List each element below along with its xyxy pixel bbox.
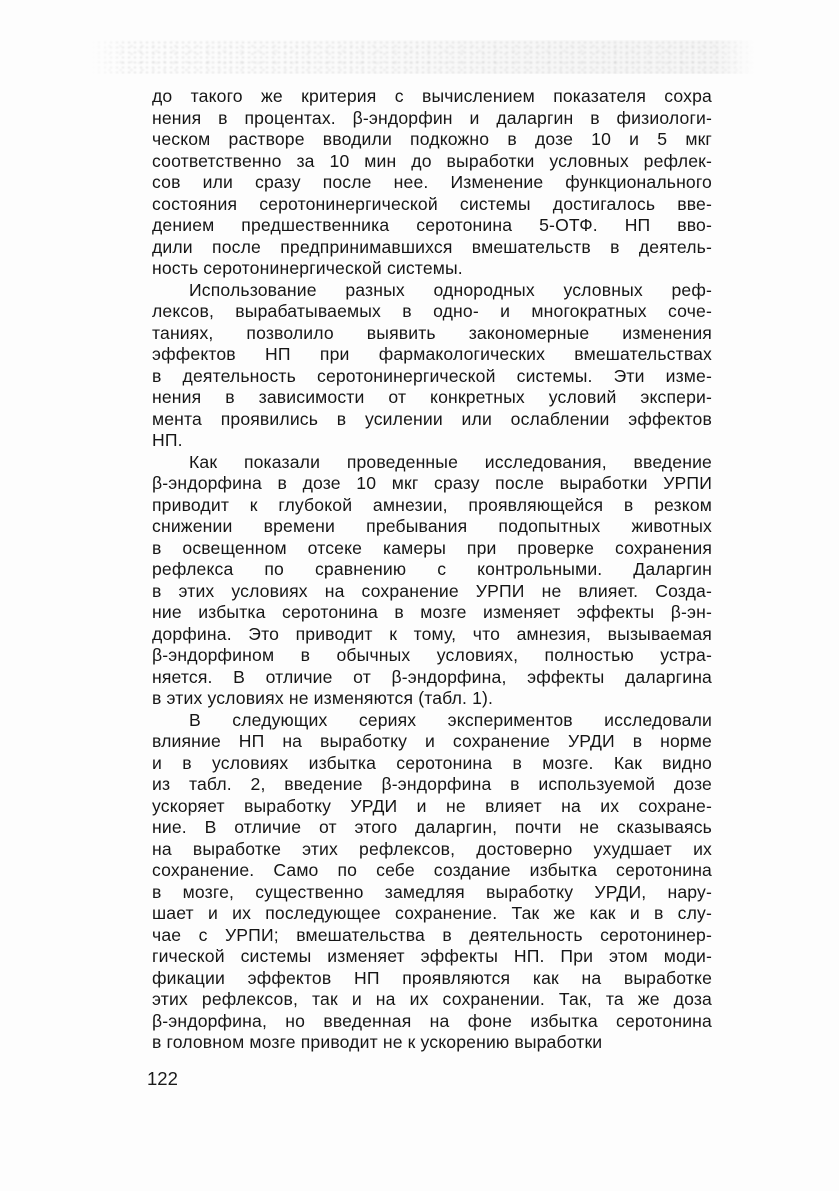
- text-line: сохранение. Само по себе создание избытка серотонина: [152, 860, 712, 880]
- text-line: дорфина. Это приводит к тому, что амнезия, вызываемая: [152, 623, 712, 644]
- text-line: таниях, позволило выявить закономерные изменения: [152, 322, 712, 343]
- text-line: лексов, вырабатываемых в одно- и многократных соче-: [152, 301, 712, 321]
- text-line: ческом растворе вводили подкожно в дозе 10 и 5 мкг: [152, 129, 712, 149]
- text-line: в деятельность серотонинергической системы. Эти изме-: [152, 365, 712, 386]
- text-line: в этих условиях не изменяются (табл. 1).: [152, 688, 494, 708]
- text-block: [152, 86, 712, 1054]
- text-line: мента проявились в усилении или ослаблении эффектов: [152, 408, 712, 429]
- text-line: снижении времени пребывания подопытных животных: [152, 516, 712, 536]
- text-line: на выработке этих рефлексов, достоверно ухудшает их: [152, 838, 712, 859]
- text-line: няется. В отличие от β-эндорфина, эффекты даларгина: [152, 666, 712, 687]
- text-line: Как показали проведенные исследования, введение: [189, 451, 712, 472]
- text-line: дили после предпринимавшихся вмешательств в деятель-: [152, 236, 712, 257]
- text-line: чае с УРПИ; вмешательства в деятельность серотонинер-: [152, 924, 712, 945]
- text-line: в мозге, существенно замедляя выработку УРДИ, нару-: [152, 881, 712, 902]
- text-line: β-эндорфина в дозе 10 мкг сразу после выработки УРПИ: [152, 473, 712, 493]
- scan-smudge-band: [90, 40, 755, 74]
- text-line: соответственно за 10 мин до выработки условных рефлек-: [152, 150, 712, 171]
- text-line: фикации эффектов НП проявляются как на выработке: [152, 967, 712, 988]
- text-line: β-эндорфином в обычных условиях, полностью устра-: [152, 645, 712, 665]
- text-line: В следующих сериях экспериментов исследовали: [189, 709, 712, 730]
- text-line: ние. В отличие от этого даларгин, почти не сказываясь: [152, 817, 712, 837]
- text-line: Использование разных однородных условных реф-: [189, 279, 712, 300]
- text-line: рефлекса по сравнению с контрольными. Даларгин: [152, 559, 712, 579]
- text-line: НП.: [152, 430, 183, 450]
- text-line: и в условиях избытка серотонина в мозге. Как видно: [152, 752, 712, 773]
- text-line: шает и их последующее сохранение. Так же как и в слу-: [152, 903, 712, 923]
- text-line: ускоряет выработку УРДИ и не влияет на их сохране-: [152, 795, 712, 816]
- text-line: сов или сразу после нее. Изменение функционального: [152, 172, 712, 192]
- paragraph: [152, 280, 712, 452]
- text-line: нения в зависимости от конкретных условий экспери-: [152, 387, 712, 407]
- page-number: 122: [147, 1068, 178, 1089]
- text-line: β-эндорфина, но введенная на фоне избытка серотонина: [152, 1010, 712, 1031]
- text-line: состояния серотонинергической системы достигалось вве-: [152, 193, 712, 214]
- paragraph: [152, 710, 712, 1054]
- text-line: ность серотонинергической системы.: [152, 258, 463, 278]
- text-line: в этих условиях на сохранение УРПИ не влияет. Созда-: [152, 580, 712, 601]
- text-line: в освещенном отсеке камеры при проверке сохранения: [152, 537, 712, 558]
- paragraph: [152, 452, 712, 710]
- text-line: приводит к глубокой амнезии, проявляющейся в резком: [152, 494, 712, 515]
- text-line: до такого же критерия с вычислением показателя сохра: [152, 86, 712, 106]
- text-line: влияние НП на выработку и сохранение УРДИ в норме: [152, 731, 712, 751]
- text-line: эффектов НП при фармакологических вмешательствах: [152, 344, 712, 364]
- text-line: гической системы изменяет эффекты НП. При этом моди-: [152, 946, 712, 966]
- text-line: нения в процентах. β-эндорфин и даларгин в физиологи-: [152, 107, 712, 128]
- text-line: в головном мозге приводит не к ускорению выработки: [152, 1032, 603, 1052]
- text-line: из табл. 2, введение β-эндорфина в используемой дозе: [152, 774, 712, 794]
- paragraph: [152, 86, 712, 280]
- text-line: ние избытка серотонина в мозге изменяет эффекты β-эн-: [152, 602, 712, 622]
- text-line: дением предшественника серотонина 5-ОТФ. НП вво-: [152, 215, 712, 235]
- text-line: этих рефлексов, так и на их сохранении. Так, та же доза: [152, 989, 712, 1009]
